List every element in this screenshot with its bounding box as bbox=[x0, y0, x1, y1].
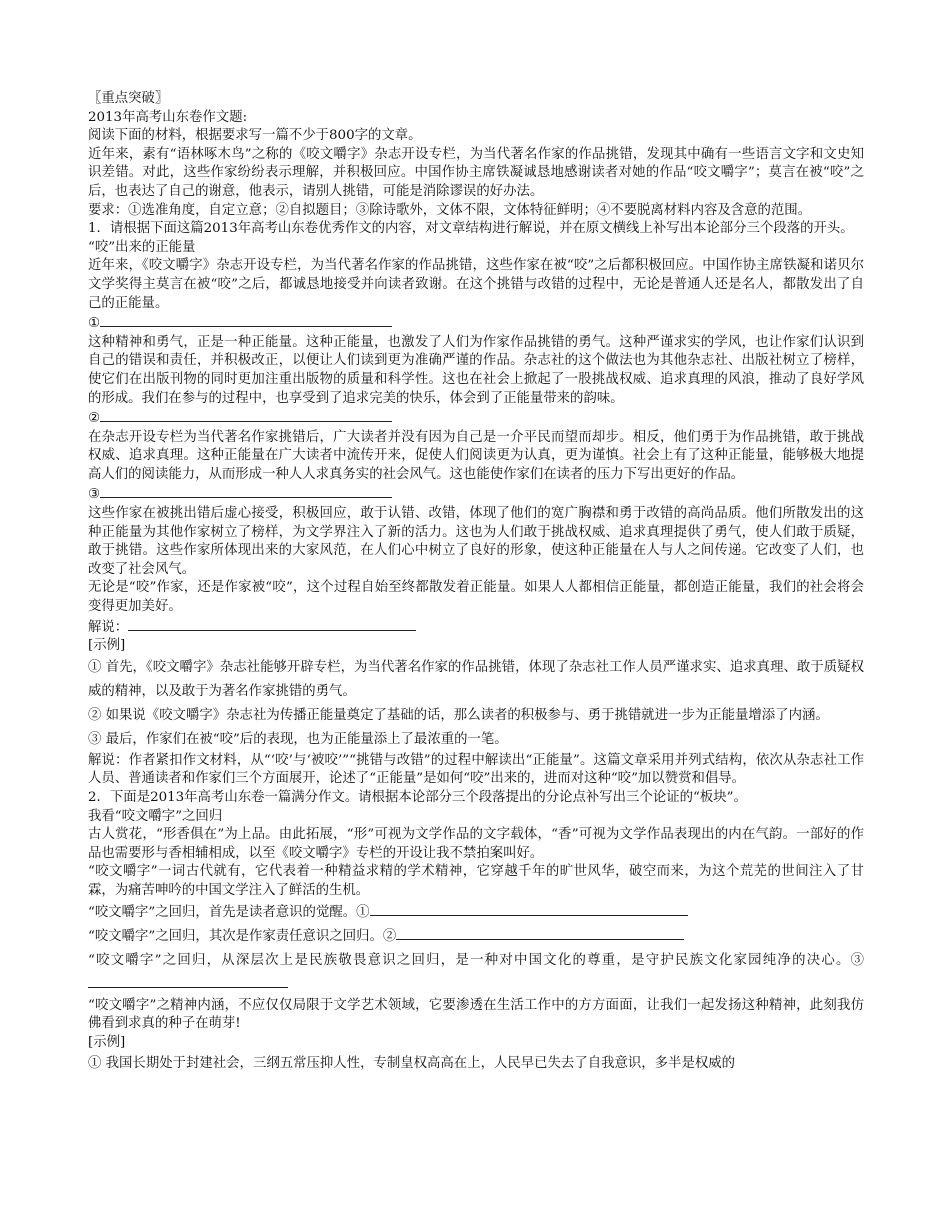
requirements: 要求：①选准角度，自定立意；②自拟题目；③除诗歌外，文体不限，文体特征鲜明；④不要脱离材料内容及含意的范围。 bbox=[88, 202, 812, 218]
question-1-prompt: 1．请根据下面这篇2013年高考山东卷优秀作文的内容，对文章结构进行解说，并在原文横线上补写出本论部分三个段落的开头。 bbox=[88, 221, 854, 237]
fill-blank-2[interactable] bbox=[100, 408, 392, 422]
question-2-prompt: 2．下面是2013年高考山东卷一篇满分作文。请根据本论部分三个段落提出的分论点补写出三个论证的“板块”。 bbox=[88, 790, 747, 805]
essay-1-body-2: 在杂志开设专栏为当代著名作家挑错后，广大读者并没有因为自己是一介平民而望而却步。相反，他们勇于为作品挑错，敢于挑战权威、追求真理。这种正能量在广大读者中流传开来，促使人们阅读更为认真，更为谨慎。社会上有了这种正能量，能够极大地提高人们的阅读能力，从而形成一种人人求真务实的社会风气。这也能使作家们在读者的压力下写出更好的作品。 bbox=[88, 429, 864, 482]
document-page bbox=[88, 90, 864, 1076]
essay-1-intro: 近年来，《咬文嚼字》杂志开设专栏，为当代著名作家的作品挑错，这些作家在被“咬”之后都积极回应。中国作协主席铁凝和诺贝尔文学奖得主莫言在被“咬”之后，都诚恳地接受并向读者致谢。在这个挑错与改错的过程中，无论是普通人还是名人，都散发出了自己的正能量。 bbox=[88, 258, 864, 311]
fill-blank-q2-1[interactable] bbox=[370, 902, 688, 916]
essay-1-title: “咬”出来的正能量 bbox=[88, 239, 196, 255]
example-2-1: ① 我国长期处于封建社会，三纲五常压抑人性，专制皇权高高在上，人民早已失去了自我意识，多半是权威的 bbox=[88, 1056, 736, 1072]
essay-2-p2: “咬文嚼字”一词古代就有，它代表着一种精益求精的学术精神，它穿越千年的旷世风华，破空而来，为这个荒芜的世间注入了甘霖，为痛苦呻吟的中国文学注入了鲜活的生机。 bbox=[88, 864, 864, 898]
fill-blank-3[interactable] bbox=[100, 484, 392, 498]
instruction: 阅读下面的材料，根据要求写一篇不少于800字的文章。 bbox=[88, 128, 422, 144]
fill-blank-1[interactable] bbox=[100, 313, 392, 327]
essay-1-body-1: 这种精神和勇气，正是一种正能量。这种正能量，也激发了人们为作家作品挑错的勇气。这种严谨求实的学风，也让作家们认识到自己的错误和责任，并积极改正，以便让人们读到更为准确严谨的作品。杂志社的这个做法也为其他杂志社、出版社树立了榜样，使它们在出版刊物的同时更加注重出版物的质量和科学性。这也在社会上掀起了一股挑战权威、追求真理的风浪，推动了良好学风的形成。我们在参与的过程中，也享受到了追求完美的快乐，体会到了正能量带来的韵味。 bbox=[88, 334, 864, 406]
essay-2-title: 我看“咬文嚼字”之回归 bbox=[88, 808, 223, 824]
essay-2-p5: “咬文嚼字”之回归，从深层次上是民族敬畏意识之回归，是一种对中国文化的尊重，是守护民族文化家园纯净的决心。③ bbox=[88, 949, 864, 997]
essay-2-p3: “咬文嚼字”之回归，首先是读者意识的觉醒。① bbox=[88, 901, 864, 925]
essay-1-blank-line-2: ② bbox=[88, 408, 864, 429]
fill-blank-q2-3[interactable] bbox=[88, 974, 288, 988]
example-1: ① 首先，《咬文嚼字》杂志社能够开辟专栏，为当代著名作家的作品挑错，体现了杂志社工作人员严谨求实、追求真理、敢于质疑权威的精神，以及敢于为著名作家挑错的勇气。 bbox=[88, 659, 864, 699]
material-text: 近年来，素有“语林啄木鸟”之称的《咬文嚼字》杂志开设专栏，为当代著名作家的作品挑错，发现其中确有一些语言文字和文史知识差错。对此，这些作家纷纷表示理解，并积极回应。中国作协主席铁凝诚恳地感谢读者对她的作品“咬文嚼字”；莫言在被“咬”之后，也表达了自己的谢意，他表示，请别人挑错，可能是消除谬误的好办法。 bbox=[88, 146, 864, 199]
example-2-label: [示例] bbox=[88, 1034, 126, 1050]
essay-2-p4: “咬文嚼字”之回归，其次是作家责任意识之回归。② bbox=[88, 925, 864, 949]
fill-blank-q2-2[interactable] bbox=[396, 926, 684, 940]
essay-1-blank-line-1: ① bbox=[88, 313, 864, 334]
essay-1-body-3: 这些作家在被挑出错后虚心接受，积极回应，敢于认错、改错，体现了他们的宽广胸襟和勇于改错的高尚品质。他们所散发出的这种正能量为其他作家树立了榜样，为文学界注入了新的活力。这也为人们敢于挑战权威、追求真理提供了勇气，使人们敢于质疑，敢于挑错。这些作家所体现出来的大家风范，在人们心中树立了良好的形象，使这种正能量在人与人之间传递。它改变了人们，也改变了社会风气。 bbox=[88, 506, 864, 577]
essay-2-p1: 古人赏花，“形香俱在”为上品。由此拓展，“形”可视为文学作品的文字载体，“香”可视为文学作品表现出的内在气韵。一部好的作品也需要形与香相辅相成，以至《咬文嚼字》专栏的开设让我不禁拍案叫好。 bbox=[88, 827, 864, 861]
essay-2-p6: “咬文嚼字”之精神内涵，不应仅仅局限于文学艺术领域，它要渗透在生活工作中的方方面面，让我们一起发扬这种精神，此刻我仿佛看到求真的种子在萌芽! bbox=[88, 997, 864, 1032]
explain-blank[interactable] bbox=[128, 617, 416, 631]
example-2: ② 如果说《咬文嚼字》杂志社为传播正能量奠定了基础的话，那么读者的积极参与、勇于挑错就进一步为正能量增添了内涵。 bbox=[88, 707, 829, 723]
essay-1-conclusion: 无论是“咬”作家，还是作家被“咬”，这个过程自始至终都散发着正能量。如果人人都相信正能量，都创造正能量，我们的社会将会变得更加美好。 bbox=[88, 580, 864, 615]
explanation: 解说：作者紧扣作文材料，从“‘咬’与‘被咬’”“挑错与改错”的过程中解读出“正能量”。这篇文章采用并列式结构，依次从杂志社工作人员、普通读者和作家们三个方面展开，论述了“正能量”是如何“咬”出来的，进而对这种“咬”加以赞赏和倡导。 bbox=[88, 752, 864, 787]
essay-1-blank-line-3: ③ bbox=[88, 484, 864, 505]
example-3: ③ 最后，作家们在被“咬”后的表现，也为正能量添上了最浓重的一笔。 bbox=[88, 731, 508, 747]
example-label: [示例] bbox=[88, 638, 126, 654]
section-header: 〖重点突破〗 bbox=[88, 91, 169, 106]
exam-title: 2013年高考山东卷作文题: bbox=[88, 109, 248, 125]
explain-blank-line: 解说： bbox=[88, 617, 864, 638]
